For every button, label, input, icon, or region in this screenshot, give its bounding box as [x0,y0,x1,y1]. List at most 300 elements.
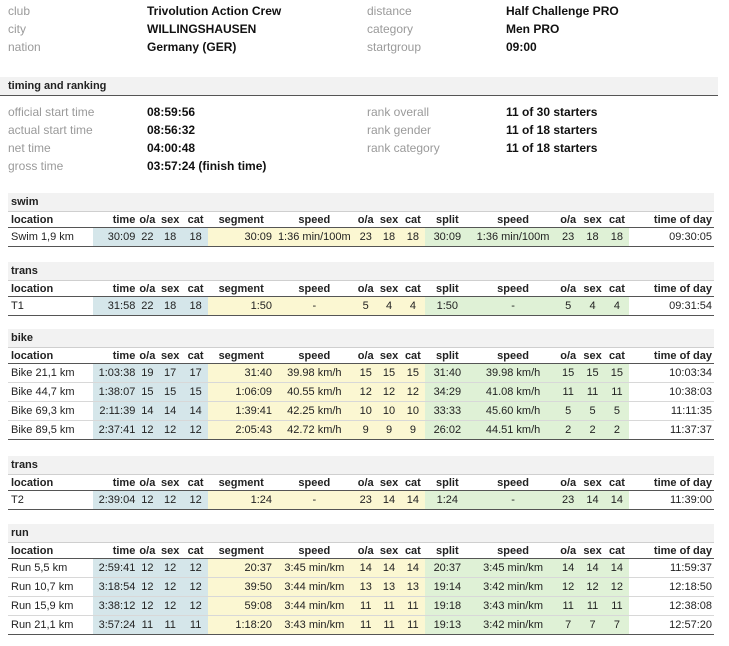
column-header-segment: segment [208,281,274,297]
cell-time: 2:59:41 [93,559,138,578]
cell-oa: 12 [137,597,157,616]
column-header-split-cat: cat [605,348,629,364]
cell-time: 3:38:12 [93,597,138,616]
cell-time: 2:11:39 [93,402,138,421]
table-row [8,297,714,316]
column-header-location: location [8,475,93,491]
cell-seg-cat: 4 [401,297,424,316]
cell-sex: 18 [157,228,182,247]
cell-segment: 1:50 [208,297,274,316]
cell-split-speed: 3:45 min/km [470,559,556,578]
cell-cat: 12 [183,597,208,616]
city-label: city [8,22,26,36]
cell-seg-oa: 12 [355,383,377,402]
timing-section-title: timing and ranking [0,77,718,96]
cell-time: 3:57:24 [93,616,138,635]
rank-category-label: rank category [367,141,440,155]
column-header-split-sex: sex [580,281,604,297]
table-row [8,578,714,597]
section-title: run [8,524,714,543]
cell-seg-cat: 13 [401,578,424,597]
column-header-sex: sex [157,212,182,228]
column-header-seg-cat: cat [401,475,424,491]
cell-split-sex: 2 [580,421,604,440]
nation-label: nation [8,40,41,54]
cell-segment: 59:08 [208,597,274,616]
cell-location: Run 10,7 km [8,578,93,597]
cell-split-cat: 14 [605,491,629,510]
column-header-time: time [93,475,138,491]
column-header-speed: speed [274,281,355,297]
startgroup-value: 09:00 [506,40,537,54]
cell-seg-oa: 9 [355,421,377,440]
table-row [8,491,714,510]
cell-location: T1 [8,297,93,316]
cell-split-oa: 23 [556,228,580,247]
cell-split-speed: 41.08 km/h [470,383,556,402]
category-value: Men PRO [506,22,560,36]
section-title: trans [8,456,714,475]
gross-time-value: 03:57:24 (finish time) [147,159,267,173]
column-header-split-cat: cat [605,543,629,559]
table-row [8,402,714,421]
column-header-time: time [93,543,138,559]
cell-split-oa: 7 [556,616,580,635]
cell-split-cat: 12 [605,578,629,597]
column-header-sex: sex [157,475,182,491]
cell-split-speed: 39.98 km/h [470,364,556,383]
cell-split-cat: 2 [605,421,629,440]
column-header-seg-oa: o/a [355,475,377,491]
column-header-speed: speed [274,543,355,559]
cell-split-sex: 11 [580,383,604,402]
column-header-split-cat: cat [605,281,629,297]
cell-segment: 1:24 [208,491,274,510]
section-bike-2 [8,329,714,440]
cell-split-oa: 11 [556,383,580,402]
city-value: WILLINGSHAUSEN [147,22,257,36]
cell-cat: 14 [183,402,208,421]
column-header-seg-oa: o/a [355,212,377,228]
column-header-seg-cat: cat [401,348,424,364]
cell-split-sex: 15 [580,364,604,383]
table-row [8,228,714,247]
column-header-segment: segment [208,475,274,491]
cell-split-oa: 23 [556,491,580,510]
cell-sex: 15 [157,383,182,402]
cell-location: Run 21,1 km [8,616,93,635]
column-header-split: split [425,543,471,559]
cell-time-of-day: 11:37:37 [629,421,714,440]
cell-speed: - [274,491,355,510]
cell-seg-sex: 11 [377,616,401,635]
cell-segment: 1:06:09 [208,383,274,402]
cell-split-sex: 5 [580,402,604,421]
actual-start-value: 08:56:32 [147,123,196,137]
splits-table [8,281,714,316]
table-row [8,364,714,383]
cell-sex: 12 [157,421,182,440]
column-header-sex: sex [157,543,182,559]
cell-time-of-day: 12:18:50 [629,578,714,597]
column-header-split-sex: sex [580,543,604,559]
cell-cat: 18 [183,297,208,316]
cell-split: 33:33 [425,402,471,421]
cell-seg-cat: 18 [401,228,424,247]
table-row [8,421,714,440]
cell-speed: 3:44 min/km [274,578,355,597]
cell-time: 3:18:54 [93,578,138,597]
cell-time-of-day: 10:38:03 [629,383,714,402]
cell-speed: 3:43 min/km [274,616,355,635]
column-header-seg-sex: sex [377,475,401,491]
cell-seg-oa: 13 [355,578,377,597]
cell-split-sex: 14 [580,491,604,510]
nation-value: Germany (GER) [147,40,237,54]
cell-time-of-day: 10:03:34 [629,364,714,383]
cell-split-oa: 12 [556,578,580,597]
cell-split-cat: 15 [605,364,629,383]
cell-split-speed: 44.51 km/h [470,421,556,440]
column-header-cat: cat [183,281,208,297]
cell-time: 1:38:07 [93,383,138,402]
column-header-split: split [425,212,471,228]
section-title: trans [8,262,714,281]
column-header-seg-cat: cat [401,543,424,559]
table-row [8,383,714,402]
cell-seg-oa: 23 [355,491,377,510]
column-header-time-of-day: time of day [629,212,714,228]
cell-split-cat: 7 [605,616,629,635]
cell-seg-cat: 11 [401,616,424,635]
cell-speed: 3:45 min/km [274,559,355,578]
column-header-time: time [93,212,138,228]
column-header-time: time [93,348,138,364]
column-header-split-sex: sex [580,212,604,228]
cell-split: 26:02 [425,421,471,440]
column-header-location: location [8,543,93,559]
cell-speed: 3:44 min/km [274,597,355,616]
cell-split: 34:29 [425,383,471,402]
cell-split: 20:37 [425,559,471,578]
cell-speed: 39.98 km/h [274,364,355,383]
table-row [8,616,714,635]
column-header-split-speed: speed [470,212,556,228]
column-header-oa: o/a [137,212,157,228]
column-header-split-oa: o/a [556,348,580,364]
column-header-split-speed: speed [470,475,556,491]
cell-seg-oa: 15 [355,364,377,383]
cell-sex: 12 [157,578,182,597]
cell-segment: 1:39:41 [208,402,274,421]
column-header-time-of-day: time of day [629,475,714,491]
cell-seg-oa: 5 [355,297,377,316]
cell-seg-oa: 11 [355,616,377,635]
cell-split-oa: 14 [556,559,580,578]
cell-split-speed: 3:42 min/km [470,578,556,597]
cell-sex: 17 [157,364,182,383]
cell-seg-oa: 11 [355,597,377,616]
cell-seg-sex: 14 [377,559,401,578]
cell-location: T2 [8,491,93,510]
cell-split-cat: 11 [605,383,629,402]
cell-location: Run 15,9 km [8,597,93,616]
cell-time: 2:39:04 [93,491,138,510]
cell-split-speed: - [470,297,556,316]
cell-location: Bike 69,3 km [8,402,93,421]
cell-sex: 12 [157,597,182,616]
splits-table [8,543,714,635]
column-header-split: split [425,348,471,364]
cell-split-speed: - [470,491,556,510]
column-header-split-oa: o/a [556,475,580,491]
column-header-speed: speed [274,475,355,491]
cell-split: 31:40 [425,364,471,383]
cell-time: 2:37:41 [93,421,138,440]
cell-seg-sex: 10 [377,402,401,421]
cell-location: Run 5,5 km [8,559,93,578]
cell-oa: 11 [137,616,157,635]
cell-split: 1:24 [425,491,471,510]
rank-overall-value: 11 of 30 starters [506,105,598,119]
section-trans-1 [8,262,714,316]
column-header-split-speed: speed [470,348,556,364]
cell-seg-cat: 14 [401,559,424,578]
startgroup-label: startgroup [367,40,422,54]
cell-seg-sex: 9 [377,421,401,440]
cell-split-oa: 5 [556,402,580,421]
column-header-location: location [8,281,93,297]
cell-seg-oa: 14 [355,559,377,578]
cell-oa: 12 [137,491,157,510]
cell-time-of-day: 12:38:08 [629,597,714,616]
column-header-split-oa: o/a [556,212,580,228]
cell-oa: 22 [137,228,157,247]
section-run-4 [8,524,714,635]
cell-cat: 12 [183,578,208,597]
cell-split-speed: 3:43 min/km [470,597,556,616]
cell-speed: 42.25 km/h [274,402,355,421]
cell-cat: 15 [183,383,208,402]
section-swim-0 [8,193,714,247]
cell-seg-sex: 15 [377,364,401,383]
cell-oa: 22 [137,297,157,316]
cell-split: 30:09 [425,228,471,247]
column-header-location: location [8,212,93,228]
official-start-label: official start time [8,105,95,119]
cell-cat: 12 [183,491,208,510]
column-header-seg-sex: sex [377,348,401,364]
table-row [8,597,714,616]
splits-table [8,348,714,440]
cell-time: 30:09 [93,228,138,247]
column-header-split-speed: speed [470,543,556,559]
cell-seg-oa: 23 [355,228,377,247]
cell-segment: 39:50 [208,578,274,597]
cell-seg-sex: 11 [377,597,401,616]
column-header-split-sex: sex [580,475,604,491]
cell-oa: 12 [137,578,157,597]
column-header-split-oa: o/a [556,281,580,297]
cell-time-of-day: 09:31:54 [629,297,714,316]
cell-seg-oa: 10 [355,402,377,421]
cell-split-cat: 18 [605,228,629,247]
column-header-seg-oa: o/a [355,348,377,364]
column-header-speed: speed [274,348,355,364]
cell-oa: 15 [137,383,157,402]
cell-split-oa: 11 [556,597,580,616]
rank-overall-label: rank overall [367,105,430,119]
column-header-sex: sex [157,281,182,297]
column-header-time-of-day: time of day [629,348,714,364]
cell-oa: 12 [137,559,157,578]
cell-segment: 31:40 [208,364,274,383]
column-header-seg-oa: o/a [355,281,377,297]
column-header-cat: cat [183,212,208,228]
cell-time-of-day: 11:39:00 [629,491,714,510]
rank-gender-label: rank gender [367,123,432,137]
cell-split-sex: 11 [580,597,604,616]
column-header-split-oa: o/a [556,543,580,559]
column-header-oa: o/a [137,348,157,364]
cell-time-of-day: 12:57:20 [629,616,714,635]
cell-split-oa: 2 [556,421,580,440]
column-header-segment: segment [208,543,274,559]
section-title: swim [8,193,714,212]
net-time-value: 04:00:48 [147,141,196,155]
cell-sex: 12 [157,491,182,510]
cell-time-of-day: 11:11:35 [629,402,714,421]
column-header-split: split [425,475,471,491]
column-header-oa: o/a [137,281,157,297]
cell-split-cat: 14 [605,559,629,578]
cell-segment: 30:09 [208,228,274,247]
cell-split-sex: 7 [580,616,604,635]
cell-speed: 1:36 min/100m [274,228,355,247]
column-header-split-speed: speed [470,281,556,297]
cell-split-cat: 11 [605,597,629,616]
cell-seg-cat: 11 [401,597,424,616]
column-header-time-of-day: time of day [629,543,714,559]
cell-split-speed: 45.60 km/h [470,402,556,421]
column-header-cat: cat [183,475,208,491]
column-header-split: split [425,281,471,297]
column-header-location: location [8,348,93,364]
cell-location: Bike 21,1 km [8,364,93,383]
cell-seg-cat: 15 [401,364,424,383]
cell-seg-sex: 14 [377,491,401,510]
cell-split-speed: 1:36 min/100m [470,228,556,247]
cell-location: Swim 1,9 km [8,228,93,247]
column-header-seg-sex: sex [377,543,401,559]
cell-split: 1:50 [425,297,471,316]
cell-speed: - [274,297,355,316]
gross-time-label: gross time [8,159,64,173]
cell-segment: 20:37 [208,559,274,578]
cell-split-oa: 15 [556,364,580,383]
category-label: category [367,22,414,36]
column-header-speed: speed [274,212,355,228]
cell-oa: 14 [137,402,157,421]
cell-sex: 14 [157,402,182,421]
cell-oa: 19 [137,364,157,383]
cell-cat: 11 [183,616,208,635]
distance-value: Half Challenge PRO [506,4,619,18]
column-header-sex: sex [157,348,182,364]
splits-table [8,212,714,247]
cell-sex: 18 [157,297,182,316]
column-header-cat: cat [183,348,208,364]
cell-location: Bike 89,5 km [8,421,93,440]
cell-speed: 40.55 km/h [274,383,355,402]
column-header-seg-sex: sex [377,212,401,228]
cell-time-of-day: 09:30:05 [629,228,714,247]
table-row [8,559,714,578]
cell-split-sex: 14 [580,559,604,578]
cell-oa: 12 [137,421,157,440]
cell-seg-sex: 4 [377,297,401,316]
cell-speed: 42.72 km/h [274,421,355,440]
column-header-seg-cat: cat [401,212,424,228]
cell-split-speed: 3:42 min/km [470,616,556,635]
actual-start-label: actual start time [8,123,93,137]
section-title: bike [8,329,714,348]
cell-segment: 1:18:20 [208,616,274,635]
column-header-time-of-day: time of day [629,281,714,297]
cell-split-sex: 18 [580,228,604,247]
cell-time-of-day: 11:59:37 [629,559,714,578]
club-label: club [8,4,31,18]
cell-seg-cat: 12 [401,383,424,402]
cell-time: 1:03:38 [93,364,138,383]
column-header-oa: o/a [137,543,157,559]
column-header-segment: segment [208,212,274,228]
rank-category-value: 11 of 18 starters [506,141,598,155]
cell-segment: 2:05:43 [208,421,274,440]
column-header-split-cat: cat [605,212,629,228]
cell-seg-cat: 14 [401,491,424,510]
cell-seg-cat: 9 [401,421,424,440]
cell-seg-cat: 10 [401,402,424,421]
cell-split-oa: 5 [556,297,580,316]
section-trans-3 [8,456,714,510]
column-header-segment: segment [208,348,274,364]
column-header-time: time [93,281,138,297]
cell-cat: 17 [183,364,208,383]
cell-seg-sex: 13 [377,578,401,597]
distance-label: distance [367,4,412,18]
cell-split-sex: 4 [580,297,604,316]
column-header-oa: o/a [137,475,157,491]
column-header-cat: cat [183,543,208,559]
cell-cat: 18 [183,228,208,247]
cell-location: Bike 44,7 km [8,383,93,402]
cell-split: 19:13 [425,616,471,635]
cell-seg-sex: 12 [377,383,401,402]
column-header-split-sex: sex [580,348,604,364]
cell-split: 19:14 [425,578,471,597]
cell-split-sex: 12 [580,578,604,597]
column-header-seg-cat: cat [401,281,424,297]
column-header-seg-oa: o/a [355,543,377,559]
column-header-seg-sex: sex [377,281,401,297]
cell-split-cat: 4 [605,297,629,316]
rank-gender-value: 11 of 18 starters [506,123,598,137]
club-value: Trivolution Action Crew [147,4,282,18]
cell-cat: 12 [183,421,208,440]
net-time-label: net time [8,141,51,155]
official-start-value: 08:59:56 [147,105,196,119]
